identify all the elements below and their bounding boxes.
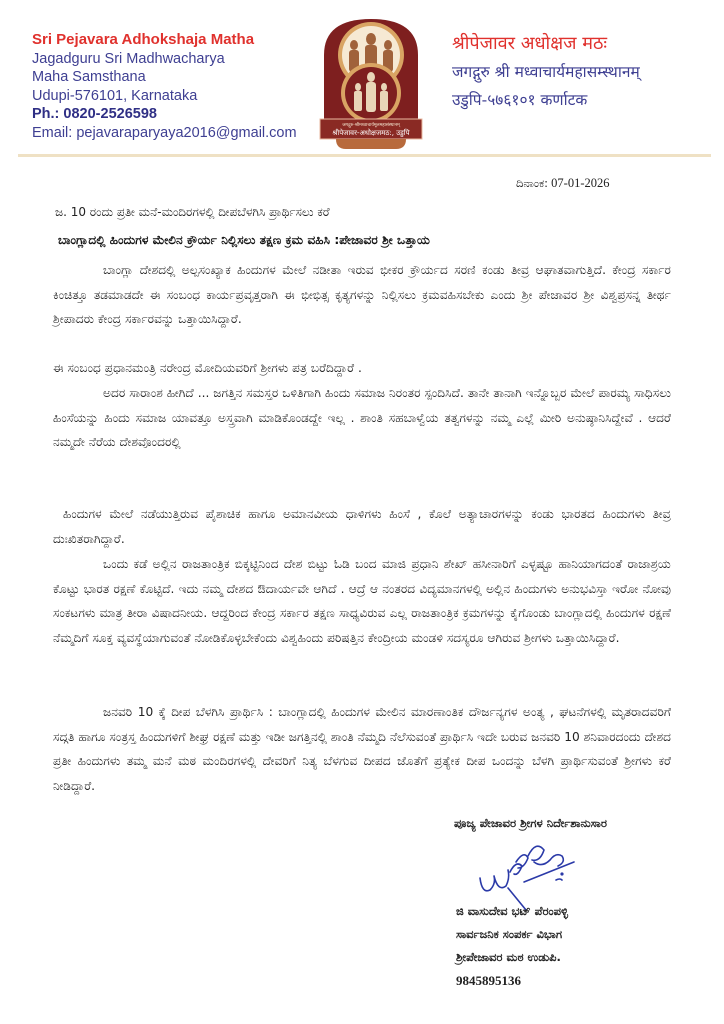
letter-headline: ಬಾಂಗ್ಲಾದಲ್ಲಿ ಹಿಂದುಗಳ ಮೇಲಿನ ಕ್ರೌರ್ಯ ನಿಲ್ಲಿಸಲು ತಕ್ಷಣ ಕ್ರಮ ವಹಿಸಿ :ಪೇಜಾವರ ಶ್ರೀ ಒತ್ತಾಯ (58, 233, 431, 247)
paragraph-text: ಒಂದು ಕಡೆ ಅಲ್ಲಿನ ರಾಜತಾಂತ್ರಿಕ ಬಿಕ್ಕಟ್ಟಿನಿಂದ ದೇಶ ಬಿಟ್ಟು ಓಡಿ ಬಂದ ಮಾಜಿ ಪ್ರಧಾನಿ ಶೇಖ್ ಹಸೀನಾರಿಗೆ ಎಳ್ಳಷ್ಟೂ ಹಾನಿಯಾಗದಂತೆ ರಾಜಾಶ್ರಯ ಕೊಟ್ಟು ಭಾರತ ರಕ್ಷಣೆ ಕೊಟ್ಟಿದೆ. ಇದು ನಮ್ಮ ದೇಶದ ಔದಾರ್ಯವೇ ಆಗಿದೆ . ಆದ್ರೆ ಆ ನಂತರದ ವಿದ್ಯಮಾನಗಳಲ್ಲಿ ಅಲ್ಲಿನ ಹಿಂದುಗಳು ಅನುಭವಿಸ್ತಾ ಇರೋ ನೋವು ಸಂಕಟಗಳು ಮಾತ್ರ ತೀರಾ ವಿಷಾದನೀಯ. ಆದ್ದರಿಂದ ಕೇಂದ್ರ ಸರ್ಕಾರ ತಕ್ಷಣ ಸಾಧ್ಯವಿರುವ ಎಲ್ಲ ರಾಜತಾಂತ್ರಿಕ ಕ್ರಮಗಳನ್ನು ಕೈಗೊಂಡು ಬಾಂಗ್ಲಾದಲ್ಲಿ ಹಿಂದುಗಳ ರಕ್ಷಣೆ ನೆಮ್ಮದಿಗೆ ಸೂಕ್ತ ವ್ಯವಸ್ಥೆಯಾಗುವಂತೆ ನೋಡಿಕೊಳ್ಳಬೇಕೆಂದು ವಿಶ್ವಹಿಂದು ಪರಿಷತ್ತಿನ ಕೇಂದ್ರೀಯ ಮಂಡಳಿ ಸದಸ್ಯರೂ ಆಗಿರುವ ಶ್ರೀಗಳು ಒತ್ತಾಯಿಸಿದ್ದಾರೆ. (53, 557, 671, 645)
org-address: Udupi-576101, Karnataka (32, 87, 198, 104)
logo-caption-bottom: श्रीपेजावर-अधोक्षजमठ:, उडुपि (332, 129, 410, 137)
org-line-2: Maha Samsthana (32, 69, 146, 85)
signatory-office: ಶ್ರೀಪೇಜಾವರ ಮಠ ಉಡುಪಿ. (456, 950, 561, 964)
letterhead-english (32, 31, 297, 142)
paragraph-text: ಈ ಸಂಬಂಧ ಪ್ರಧಾನಮಂತ್ರಿ ನರೇಂದ್ರ ಮೋದಿಯವರಿಗೆ ಶ್ರೀಗಳು ಪತ್ರ ಬರೆದಿದ್ದಾರೆ . (53, 361, 362, 375)
paragraph-text: ಜನವರಿ 10 ಕ್ಕೆ ದೀಪ ಬೆಳಗಿಸಿ ಪ್ರಾರ್ಥಿಸಿ : ಬಾಂಗ್ಲಾದಲ್ಲಿ ಹಿಂದುಗಳ ಮೇಲಿನ ಮಾರಣಾಂತಿಕ ದೌರ್ಜನ್ಯಗಳ ಅಂತ್ಯ , ಘಟನೆಗಳಲ್ಲಿ ಮೃತರಾದವರಿಗೆ ಸದ್ಗತಿ ಹಾಗೂ ಸಂತ್ರಸ್ತ ಹಿಂದುಗಳಿಗೆ ಶೀಘ್ರ ರಕ್ಷಣೆ ಮತ್ತು ಇಡೀ ಜಗತ್ತಿನಲ್ಲಿ ಶಾಂತಿ ನೆಮ್ಮದಿ ನೆಲೆಸುವಂತೆ ಪ್ರಾರ್ಥಿಸಿ ಇದೇ ಬರುವ ಜನವರಿ 10 ಶನಿವಾರದಂದು ದೇಶದ ಪ್ರತೀ ಹಿಂದುಗಳು ತಮ್ಮ ಮನೆ ಮಠ ಮಂದಿರಗಳಲ್ಲಿ ದೇವರಿಗೆ ನಿತ್ಯ ಬೆಳಗುವ ದೀಪದ ಜೊತೆಗೆ ಪ್ರತ್ಯೇಕ ದೀಪ ಒಂದನ್ನು ಬೆಳಗಿ ಪ್ರಾರ್ಥಿಸುವಂತೆ ಶ್ರೀಗಳು ಕರೆ ನೀಡಿದ್ದಾರೆ. (53, 705, 671, 793)
header-divider (18, 154, 711, 157)
body-paragraph-6 (53, 700, 671, 798)
org-phone: Ph.: 0820-2526598 (32, 106, 157, 122)
body-paragraph-2 (53, 356, 671, 381)
signoff-instruction: ಪೂಜ್ಯ ಪೇಜಾವರ ಶ್ರೀಗಳ ನಿರ್ದೇಶಾನುಸಾರ (454, 816, 607, 830)
paragraph-text: ಬಾಂಗ್ಲಾ ದೇಶದಲ್ಲಿ ಅಲ್ಪಸಂಖ್ಯಾಕ ಹಿಂದುಗಳ ಮೇಲೆ ನಡೀತಾ ಇರುವ ಭೀಕರ ಕ್ರೌರ್ಯದ ಸರಣಿ ಕಂಡು ತೀವ್ರ ಆಘಾತವಾಗುತ್ತಿದೆ. ಕೇಂದ್ರ ಸರ್ಕಾರ ಕಿಂಚಿತ್ತೂ ತಡಮಾಡದೇ ಈ ಸಂಬಂಧ ಕಾರ್ಯಪ್ರವೃತ್ತರಾಗಿ ಈ ಭೀಭಿತ್ಸ ಕೃತ್ಯಗಳನ್ನು ನಿಲ್ಲಿಸಲು ಕ್ರಮವಹಿಸಬೇಕು ಎಂದು ಶ್ರೀ ಪೇಜಾವರ ಶ್ರೀ ವಿಶ್ವಪ್ರಸನ್ನ ತೀರ್ಥ ಶ್ರೀಪಾದರು ಕೇಂದ್ರ ಸರ್ಕಾರವನ್ನು ಒತ್ತಾಯಿಸಿದ್ದಾರೆ. (53, 263, 671, 326)
org-line-1: Jagadguru Sri Madhwacharya (32, 50, 225, 67)
body-paragraph-5 (53, 552, 671, 650)
org-address-devanagari: उडुपि-५७६१०१ कर्णाटक (452, 91, 588, 109)
signatory-department: ಸಾರ್ವಜನಿಕ ಸಂಪರ್ಕ ವಿಭಾಗ (456, 927, 563, 941)
letter-subject: ಜ. 10 ರಂದು ಪ್ರತೀ ಮನೆ-ಮಂದಿರಗಳಲ್ಲಿ ದೀಪಬೆಳಗಿಸಿ ಪ್ರಾರ್ಥಿಸಲು ಕರೆ (55, 205, 330, 219)
matha-emblem-icon (318, 15, 424, 151)
body-paragraph-3 (53, 381, 671, 455)
org-line-devanagari: जगद्गुरु श्री मध्वाचार्यमहासम्स्थानम् (452, 63, 640, 81)
signatory-name: ಜಿ ವಾಸುದೇವ ಭಟ್ ಪೆರಂಪಳ್ಳಿ (456, 904, 569, 918)
paragraph-text: ಹಿಂದುಗಳ ಮೇಲೆ ನಡೆಯುತ್ತಿರುವ ಪೈಶಾಚಿಕ ಹಾಗೂ ಅಮಾನವೀಯ ಧಾಳಿಗಳು ಹಿಂಸೆ , ಕೊಲೆ ಅತ್ಯಾಚಾರಗಳನ್ನು ಕಂಡು ಭಾರತದ ಹಿಂದುಗಳು ತೀವ್ರ ದುಃಖಿತರಾಗಿದ್ದಾರೆ. (53, 507, 671, 546)
letter-date (516, 176, 609, 191)
logo-caption-top: जगद्गुरु-श्रीमध्वाचार्यमूलमहासंस्थानम् (342, 123, 400, 128)
matha-logo (318, 15, 424, 151)
paragraph-text: ಅದರ ಸಾರಾಂಶ ಹೀಗಿದೆ ... ಜಗತ್ತಿನ ಸಮಸ್ತರ ಒಳಿತಿಗಾಗಿ ಹಿಂದು ಸಮಾಜ ನಿರಂತರ ಸ್ಪಂದಿಸಿದೆ. ತಾನೇ ತಾನಾಗಿ ಇನ್ನೊಬ್ಬರ ಮೇಲೆ ಪಾರಮ್ಯ ಸಾಧಿಸಲು ಹಿಂಸೆಯನ್ನು ಹಿಂದು ಸಮಾಜ ಯಾವತ್ತೂ ಅಸ್ತ್ರವಾಗಿ ಮಾಡಿಕೊಂಡದ್ದೇ ಇಲ್ಲ . ಶಾಂತಿ ಸಹಬಾಳ್ವೆಯ ತತ್ವಗಳನ್ನು ನಮ್ಮ ಎಲ್ಲೆ ಮೀರಿ ಅನುಷ್ಠಾನಿಸಿದ್ದೇವೆ . ಆದರೆ ನಮ್ಮದೇ ನೆರೆಯ ದೇಶವೊಂದರಲ್ಲಿ (53, 386, 671, 449)
org-email: Email: pejavaraparyaya2016@gmail.com (32, 124, 297, 141)
org-name-devanagari: श्रीपेजावर अधोक्षज मठः (452, 33, 608, 54)
org-name-english: Sri Pejavara Adhokshaja Matha (32, 31, 255, 48)
body-paragraph-4 (53, 502, 671, 551)
date-label: ದಿನಾಂಕ: (516, 176, 549, 190)
signatory-details (456, 900, 568, 992)
signatory-phone: 9845895136 (456, 973, 521, 988)
body-paragraph-1 (53, 258, 671, 332)
date-value: 07-01-2026 (551, 176, 610, 190)
letterhead-devanagari (452, 30, 640, 114)
